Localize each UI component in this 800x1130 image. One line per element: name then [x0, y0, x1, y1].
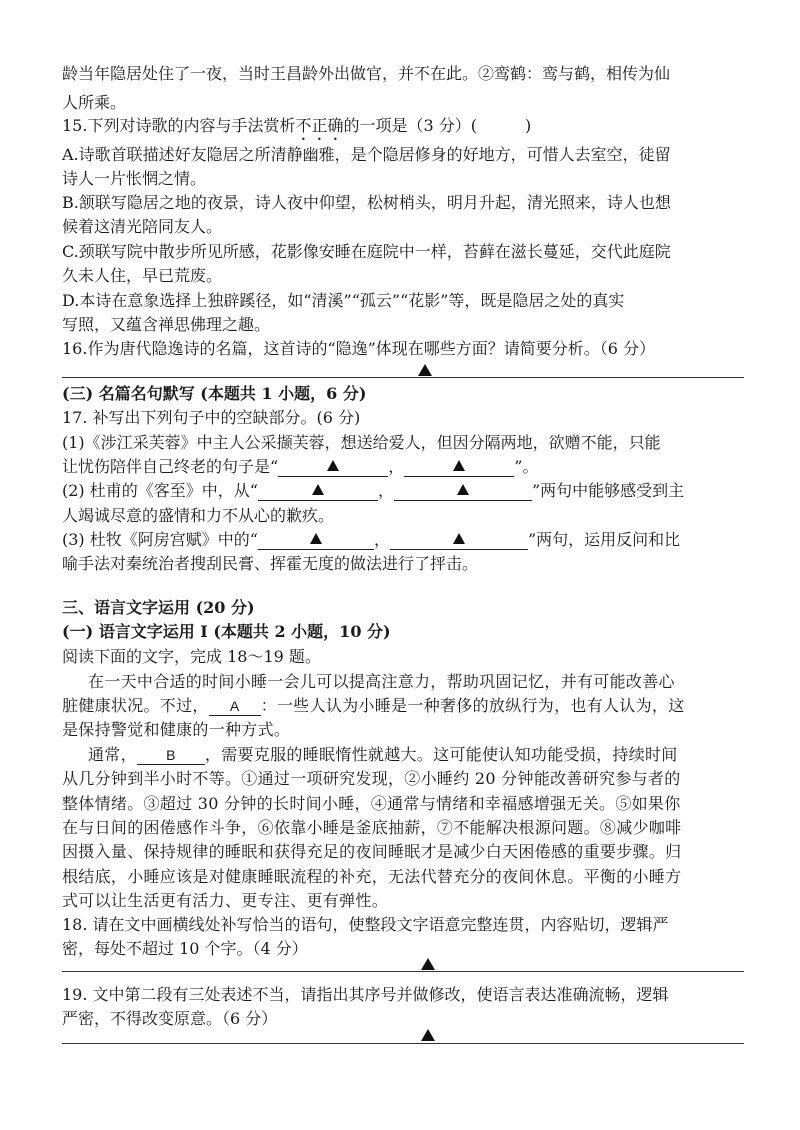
part-heading: 三、语言文字运用 (20 分) [62, 598, 255, 617]
answer-blank[interactable] [394, 482, 532, 501]
subsection-heading: (一) 语言文字运用 Ⅰ (本题共 2 小题，10 分) [62, 622, 391, 641]
answer-blank[interactable] [390, 531, 528, 550]
answer-triangle-icon [418, 364, 432, 376]
q17-2-pre: (2) 杜甫的《客至》中，从“ [62, 481, 258, 500]
passage-line: 因摄入量、保持规律的睡眠和获得充足的夜间睡眠才是减少白天困倦感的重要步骤。归 [62, 842, 682, 861]
q17-2-mid: ， [377, 481, 394, 500]
q17-item3-line1 [62, 528, 742, 552]
option-a-line1: A.诗歌首联描述好友隐居之所清静幽雅，是个隐居修身的好地方，可惜人去室空，徒留 [62, 145, 671, 164]
question-18-line1: 18. 请在文中画横线处补写恰当的语句，使整段文字语意完整连贯，内容贴切，逻辑严 [62, 915, 669, 934]
blank-a[interactable]: A [209, 697, 261, 716]
passage-part: 脏健康状况。不过， [62, 696, 209, 715]
q17-1-post: ”。 [514, 457, 539, 476]
section-heading: (三) 名篇名句默写 (本题共 1 小题，6 分) [62, 384, 367, 403]
blank-triangle-icon [453, 533, 465, 544]
passage-line: 式可以让生活更有活力、更专注、更有弹性。 [62, 891, 389, 910]
answer-line [62, 377, 744, 378]
passage-part: 通常， [88, 745, 137, 764]
option-d-line2: 写照，又蕴含禅思佛理之趣。 [62, 315, 271, 334]
blank-b[interactable]: B [137, 746, 205, 765]
blank-triangle-icon [327, 460, 339, 471]
answer-triangle-icon [421, 958, 435, 970]
blank-triangle-icon [310, 533, 322, 544]
q17-item1-line2 [62, 455, 742, 479]
answer-triangle-icon [421, 1029, 435, 1041]
q17-item2-line2: 人竭诚尽意的盛情和力不从心的歉疚。 [62, 506, 335, 525]
blank-triangle-icon [453, 460, 465, 471]
q17-3-pre: (3) 杜牧《阿房宫赋》中的“ [62, 530, 258, 549]
q15-post: 的一项是（3 分）( ) [343, 116, 532, 135]
question-15 [62, 114, 742, 144]
text-line: 龄当年隐居处住了一夜，当时王昌龄外出做官，并不在此。②鸾鹤：鸾与鹤，相传为仙 [62, 64, 671, 83]
passage-line: 是保持警觉和健康的一种方式。 [62, 720, 291, 739]
blank-triangle-icon [457, 484, 469, 495]
option-c-line1: C.颈联写院中散步所见所感，花影像安睡在庭院中一样，苔藓在滋长蔓延，交代此庭院 [62, 242, 671, 261]
question-19-line2: 严密，不得改变原意。（6 分） [62, 1009, 278, 1028]
q17-3-post: ”两句，运用反问和比 [527, 530, 681, 549]
q17-1-mid: ， [388, 457, 405, 476]
reading-instruction: 阅读下面的文字，完成 18～19 题。 [62, 647, 321, 666]
passage-line: 在与日间的困倦感作斗争，⑥依靠小睡是釜底抽薪，⑦不能解决根源问题。⑧减少咖啡 [62, 818, 682, 837]
q17-item3-line2: 喻手法对秦统治者搜刮民膏、挥霍无度的做法进行了抨击。 [62, 554, 479, 573]
answer-blank[interactable] [278, 458, 388, 477]
passage-line: 根结底，小睡应该是对健康睡眠流程的补充，无法代替充分的夜间休息。平衡的小睡方 [62, 867, 682, 886]
question-19-line1: 19. 文中第二段有三处表述不当，请指出其序号并做修改，使语言表达准确流畅，逻辑 [62, 985, 669, 1004]
option-c-line2: 久未人住，早已荒废。 [62, 266, 223, 285]
answer-blank[interactable] [258, 531, 374, 550]
answer-line [62, 1043, 744, 1044]
option-d-line1: D.本诗在意象选择上独辟蹊径，如“清溪”“孤云”“花影”等，既是隐居之处的真实 [62, 291, 625, 310]
q17-item1-line1: (1)《涉江采芙蓉》中主人公采撷芙蓉，想送给爱人，但因分隔两地，欲赠不能，只能 [62, 433, 661, 452]
q17-3-mid: ， [373, 530, 390, 549]
answer-line [62, 971, 744, 972]
option-a-line2: 诗人一片怅惘之情。 [62, 169, 207, 188]
passage-line: 整体情绪。③超过 30 分钟的长时间小睡，④通常与情绪和幸福感增强无关。⑤如果你 [62, 794, 681, 813]
text-line: 人所乘。 [62, 93, 127, 112]
passage-part: ，需要克服的睡眠惰性就越大。这可能使认知功能受损，持续时间 [204, 745, 678, 764]
passage-line [62, 694, 742, 718]
passage-line: 从几分钟到半小时不等。①通过一项研究发现，②小睡约 20 分钟能改善研究参与者的 [62, 769, 681, 788]
option-b-line1: B.颔联写隐居之地的夜景，诗人夜中仰望，松树梢头，明月升起，清光照来，诗人也想 [62, 193, 671, 212]
q15-pre: 15.下列对诗歌的内容与手法赏析 [62, 116, 296, 135]
passage-line [88, 743, 768, 767]
question-18-line2: 密，每处不超过 10 个字。（4 分） [62, 939, 308, 958]
blank-triangle-icon [312, 484, 324, 495]
question-16: 16.作为唐代隐逸诗的名篇，这首诗的“隐逸”体现在哪些方面？请简要分析。（6 分） [62, 339, 656, 358]
answer-blank[interactable] [258, 482, 378, 501]
q17-2-post: ”两句中能够感受到主 [531, 481, 685, 500]
passage-part: ：一些人认为小睡是一种奢侈的放纵行为，也有人认为，这 [260, 696, 685, 715]
answer-blank[interactable] [404, 458, 514, 477]
passage-line: 在一天中合适的时间小睡一会儿可以提高注意力，帮助巩固记忆，并有可能改善心 [88, 672, 675, 691]
q15-emphasis: 不正确 [295, 116, 344, 135]
question-17: 17. 补写出下列句子中的空缺部分。(6 分) [62, 408, 361, 427]
option-b-line2: 候着这清光陪同友人。 [62, 217, 223, 236]
q17-item2-line1 [62, 479, 742, 503]
q17-1-pre: 让忧伤陪伴自己终老的句子是“ [62, 457, 279, 476]
